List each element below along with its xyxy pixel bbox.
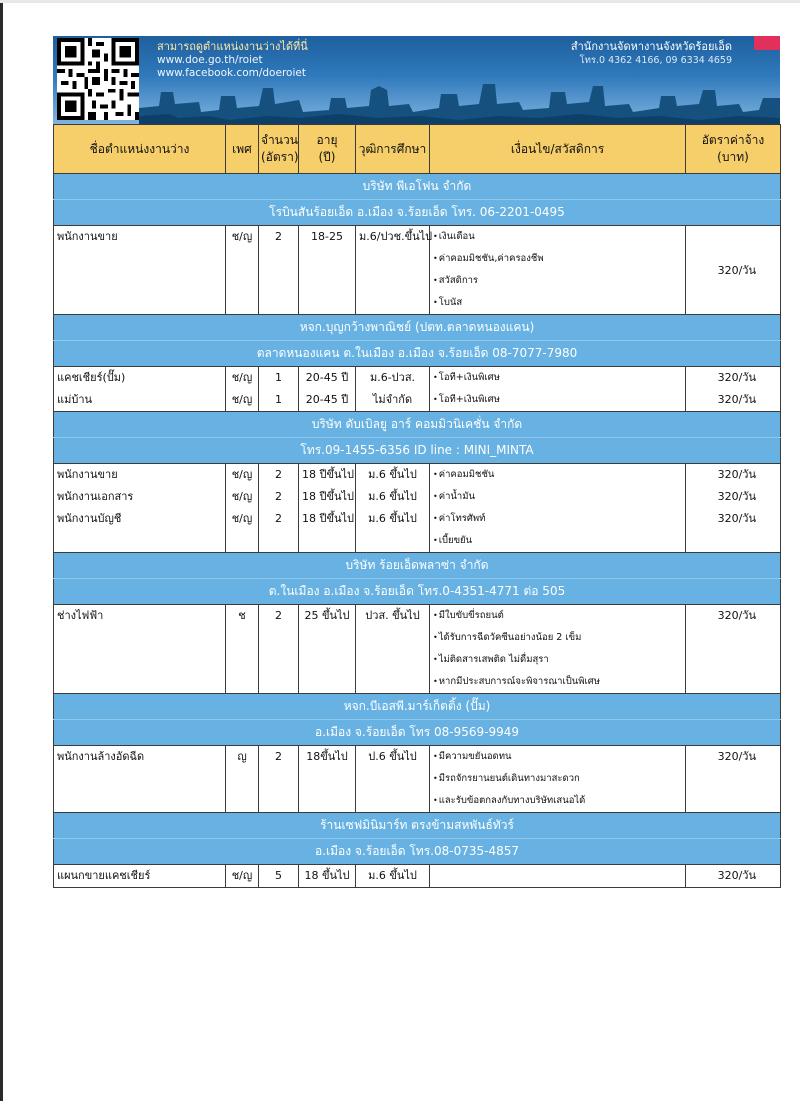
benefit-item: • โบนัส [433, 292, 682, 314]
job-count-text: 1 [275, 393, 282, 406]
job-benefits [430, 226, 686, 315]
job-education [356, 746, 430, 813]
job-position-text: แคชเชียร์(ปั๊ม) [57, 371, 126, 384]
company-address: อ.เมือง จ.ร้อยเอ็ด โทร.08-0735-4857 [54, 839, 781, 865]
col-header-age-line2: (ปี) [318, 150, 336, 164]
office-name: สำนักงานจัดหางานจังหวัดร้อยเอ็ด [570, 40, 732, 53]
job-education-text: ม.6 ขึ้นไป [368, 512, 417, 525]
job-count [259, 367, 299, 412]
table-row [54, 464, 781, 553]
job-age-text: 18 ขึ้นไป [304, 869, 350, 882]
job-sex-text: ช [238, 609, 246, 622]
job-education-text: ม.6 ขึ้นไป [368, 468, 417, 481]
col-header-age-line1: อายุ [316, 133, 338, 147]
header-left-title: สามารถดูตำแหน่งงานว่างได้ที่นี่ [157, 40, 308, 53]
job-wage-text: 320/วัน [717, 371, 756, 384]
job-age-text: 20-45 ปี [305, 393, 349, 406]
office-phone: โทร.0 4362 4166, 09 6334 4659 [579, 55, 732, 66]
col-header-conditions: เงื่อนไข/สวัสดิการ [430, 125, 686, 174]
job-sex [226, 865, 259, 888]
col-header-count [259, 125, 299, 174]
job-count-text: 2 [275, 750, 282, 763]
job-sex-text: ช/ญ [231, 869, 253, 882]
job-position-text: พนักงานขาย [57, 468, 118, 481]
job-sex-text: ช/ญ [231, 490, 253, 503]
company-name-row [54, 553, 781, 579]
company-address-row [54, 579, 781, 605]
company-address: อ.เมือง จ.ร้อยเอ็ด โทร 08-9569-9949 [54, 720, 781, 746]
job-education-text: ม.6 ขึ้นไป [368, 490, 417, 503]
benefit-item: • หากมีประสบการณ์จะพิจารณาเป็นพิเศษ [433, 671, 682, 693]
job-wage [686, 226, 781, 315]
job-position [54, 226, 226, 315]
job-position [54, 367, 226, 412]
job-age [299, 605, 356, 694]
job-age-text: 18ขึ้นไป [306, 750, 348, 763]
job-education-text: ไม่จำกัด [372, 393, 413, 406]
job-count-text: 2 [275, 468, 282, 481]
company-address-row [54, 200, 781, 226]
header-facebook-link[interactable]: www.facebook.com/doeroiet [157, 67, 306, 79]
job-position [54, 865, 226, 888]
benefit-item: • ค่าคอมมิชชัน [433, 464, 682, 486]
job-age [299, 865, 356, 888]
job-benefits [430, 865, 686, 888]
flag-corner-icon [754, 36, 780, 50]
benefit-item: • ค่าน้ำมัน [433, 486, 682, 508]
header-banner [53, 36, 780, 124]
benefit-item: • ค่าคอมมิชชัน,ค่าครองชีพ [433, 248, 682, 270]
job-education-text: ป.6 ขึ้นไป [368, 750, 417, 763]
job-sex [226, 464, 259, 553]
job-education-text: ม.6/ปวช.ขึ้นไป [359, 230, 433, 243]
table-row [54, 746, 781, 813]
benefit-item: • ได้รับการฉีดวัคซีนอย่างน้อย 2 เข็ม [433, 627, 682, 649]
company-name-row [54, 412, 781, 438]
company-address-row [54, 341, 781, 367]
job-education [356, 226, 433, 315]
company-name: หจก.บีเอสพี.มาร์เก็ตติ้ง (ปั๊ม) [54, 694, 781, 720]
job-education [356, 464, 430, 553]
job-sex-text: ญ [237, 750, 247, 763]
job-sex [226, 367, 259, 412]
col-header-education: วุฒิการศึกษา [356, 125, 430, 174]
header-links [157, 40, 308, 81]
job-sex [226, 226, 259, 315]
col-header-count-line1: จำนวน [261, 133, 298, 147]
job-age-text: 18 ปีขึ้นไป [302, 512, 355, 525]
job-wage-text: 320/วัน [717, 264, 756, 277]
company-name-row [54, 174, 781, 200]
job-age [299, 226, 356, 315]
job-age [299, 746, 356, 813]
job-sex-text: ช/ญ [231, 468, 253, 481]
job-position-text: พนักงานล้างอัดฉีด [57, 750, 145, 763]
job-count [259, 605, 299, 694]
benefit-item: • มีรถจักรยานยนต์เดินทางมาสะดวก [433, 768, 682, 790]
benefit-item: • ค่าโทรศัพท์ [433, 508, 682, 530]
job-sex-text: ช/ญ [231, 393, 253, 406]
job-benefits [430, 746, 686, 813]
company-name: บริษัท ดับเบิลยู อาร์ คอมมิวนิเคชั่น จำกัด [54, 412, 781, 438]
job-wage [686, 865, 781, 888]
company-name: บริษัท ร้อยเอ็ดพลาซ่า จำกัด [54, 553, 781, 579]
table-row [54, 865, 781, 888]
job-position-text: พนักงานเอกสาร [57, 490, 134, 503]
job-age [299, 464, 356, 553]
table-row [54, 605, 781, 694]
job-wage-text: 320/วัน [717, 468, 756, 481]
job-count-text: 2 [275, 512, 282, 525]
job-position-text: แผนกขายแคชเชียร์ [57, 869, 151, 882]
col-header-wage-line2: (บาท) [717, 150, 749, 164]
job-count-text: 2 [275, 609, 282, 622]
job-position [54, 605, 226, 694]
job-count [259, 226, 299, 315]
job-count [259, 865, 299, 888]
company-address-row [54, 720, 781, 746]
job-education [356, 865, 430, 888]
city-skyline-icon [139, 78, 780, 124]
job-position [54, 464, 226, 553]
company-name: บริษัท พีเอโฟน จำกัด [54, 174, 781, 200]
job-education [356, 367, 430, 412]
company-address-row [54, 839, 781, 865]
job-benefits [430, 605, 686, 694]
job-wage-text: 320/วัน [717, 869, 756, 882]
company-address: โทร.09-1455-6356 ID line : MINI_MINTA [54, 438, 781, 464]
job-position-text: ช่างไฟฟ้า [57, 609, 104, 622]
col-header-age [299, 125, 356, 174]
job-wage-text: 320/วัน [717, 609, 756, 622]
job-age-text: 18-25 [311, 230, 343, 243]
company-name-row [54, 813, 781, 839]
company-address: ตลาดหนองแคน ต.ในเมือง อ.เมือง จ.ร้อยเอ็ด 08-7077-7980 [54, 341, 781, 367]
job-age-text: 18 ปีขึ้นไป [302, 468, 355, 481]
page-top-edge [0, 0, 800, 3]
table-header-row [54, 125, 781, 174]
benefit-item: • มีความขยันอดทน [433, 746, 682, 768]
job-wage [686, 464, 781, 553]
job-count-text: 1 [275, 371, 282, 384]
job-count-text: 2 [275, 230, 282, 243]
job-wage [686, 367, 781, 412]
job-sex-text: ช/ญ [231, 512, 253, 525]
col-header-count-line2: (อัตรา) [261, 150, 299, 164]
header-office [571, 40, 732, 68]
job-wage [686, 605, 781, 694]
job-age-text: 20-45 ปี [305, 371, 349, 384]
benefit-item: • สวัสดิการ [433, 270, 682, 292]
col-header-position: ชื่อตำแหน่งงานว่าง [54, 125, 226, 174]
job-position [54, 746, 226, 813]
company-address: โรบินสันร้อยเอ็ด อ.เมือง จ.ร้อยเอ็ด โทร. 06-2201-0495 [54, 200, 781, 226]
job-count-text: 2 [275, 490, 282, 503]
job-education-text: ม.6-ปวส. [369, 371, 416, 384]
job-benefits [430, 367, 686, 412]
job-wage-text: 320/วัน [717, 490, 756, 503]
benefit-item: • มีใบขับขี่รถยนต์ [433, 605, 682, 627]
job-count [259, 464, 299, 553]
job-position-text: แม่บ้าน [57, 393, 93, 406]
col-header-wage-line1: อัตราค่าจ้าง [701, 133, 765, 147]
job-sex [226, 746, 259, 813]
table-row [54, 367, 781, 412]
company-name-row [54, 694, 781, 720]
benefit-item: • โอที+เงินพิเศษ [433, 367, 682, 389]
company-address: ต.ในเมือง อ.เมือง จ.ร้อยเอ็ด โทร.0-4351-4771 ต่อ 505 [54, 579, 781, 605]
job-sex-text: ช/ญ [231, 230, 253, 243]
benefit-item: • เบี้ยขยัน [433, 530, 682, 552]
job-wage-text: 320/วัน [717, 393, 756, 406]
job-wage-text: 320/วัน [717, 512, 756, 525]
col-header-wage [686, 125, 781, 174]
job-benefits [430, 464, 686, 553]
job-education-text: ม.6 ขึ้นไป [368, 869, 417, 882]
job-count-text: 5 [275, 869, 282, 882]
job-education [356, 605, 430, 694]
job-education-text: ปวส. ขึ้นไป [365, 609, 420, 622]
company-address-row [54, 438, 781, 464]
header-website-link[interactable]: www.doe.go.th/roiet [157, 53, 263, 66]
page-left-edge [0, 0, 3, 1101]
job-wage [686, 746, 781, 813]
job-position-text: พนักงานขาย [57, 230, 118, 243]
company-name: หจก.บุญกว้างพาณิชย์ (ปตท.ตลาดหนองแคน) [54, 315, 781, 341]
benefit-item: • เงินเดือน [433, 226, 682, 248]
table-row [54, 226, 781, 315]
job-age [299, 367, 356, 412]
job-wage-text: 320/วัน [717, 750, 756, 763]
company-name-row [54, 315, 781, 341]
job-count [259, 746, 299, 813]
benefit-item: • โอที+เงินพิเศษ [433, 389, 682, 411]
job-age-text: 25 ขึ้นไป [304, 609, 350, 622]
col-header-sex: เพศ [226, 125, 259, 174]
company-name: ร้านเซฟมินิมาร์ท ตรงข้ามสหพันธ์ทัวร์ [54, 813, 781, 839]
job-age-text: 18 ปีขึ้นไป [302, 490, 355, 503]
job-vacancy-table [53, 124, 781, 888]
qr-code-icon [57, 38, 139, 120]
benefit-item: • และรับข้อตกลงกับทางบริษัทเสนอได้ [433, 790, 682, 812]
job-sex-text: ช/ญ [231, 371, 253, 384]
job-sex [226, 605, 259, 694]
job-position-text: พนักงานบัญชี [57, 512, 122, 525]
benefit-item: • ไม่ติดสารเสพติด ไม่ดื่มสุรา [433, 649, 682, 671]
